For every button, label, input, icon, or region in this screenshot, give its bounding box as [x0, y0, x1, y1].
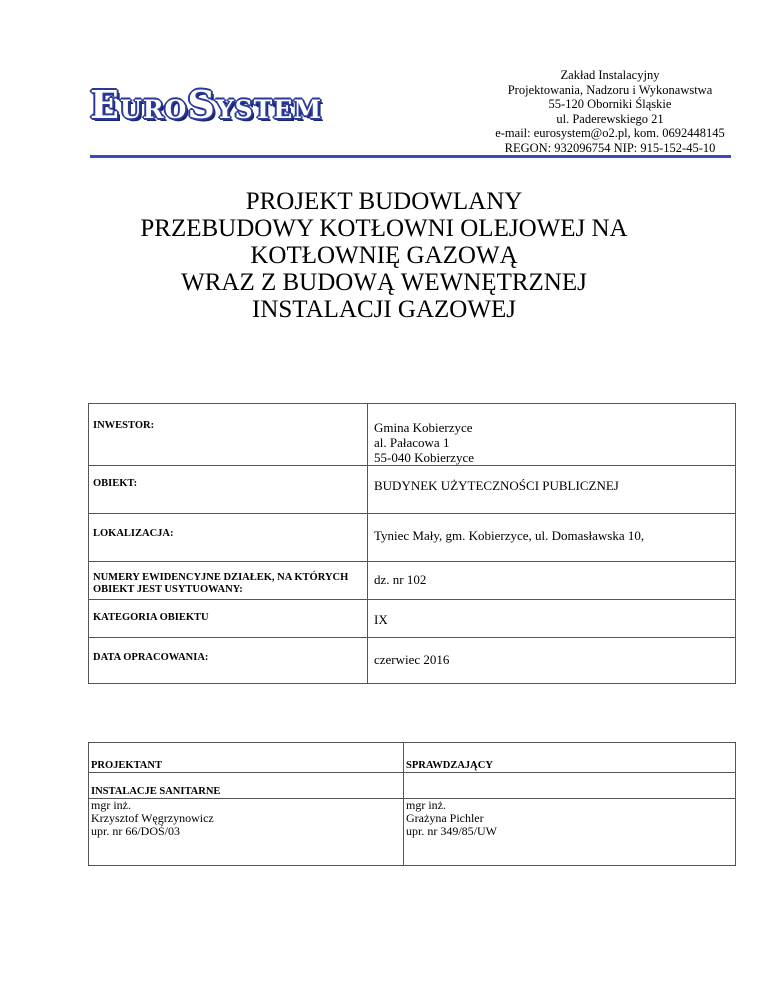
header-divider — [90, 155, 731, 158]
table-row — [89, 600, 736, 638]
checker-line: upr. nr 349/85/UW — [406, 824, 497, 838]
location-line: Tyniec Mały, gm. Kobierzyce, ul. Domasławska 10, — [374, 528, 645, 543]
location-label: LOKALIZACJA: — [89, 514, 368, 562]
parcel-line: dz. nr 102 — [374, 572, 427, 587]
table-row — [89, 514, 736, 562]
checker-details — [404, 799, 736, 866]
company-line: 55-120 Oborniki Śląskie — [548, 97, 672, 111]
date-value — [368, 638, 736, 684]
table-row — [89, 404, 736, 466]
object-label: OBIEKT: — [89, 466, 368, 514]
title-line: WRAZ Z BUDOWĄ WEWNĘTRZNEJ — [181, 269, 587, 296]
company-address — [475, 68, 745, 155]
location-value — [368, 514, 736, 562]
company-line: REGON: 932096754 NIP: 915-152-45-10 — [504, 140, 716, 155]
investor-line: Gmina Kobierzyce — [374, 420, 473, 435]
designer-line: mgr inż. — [91, 798, 131, 812]
title-line: INSTALACJI GAZOWEJ — [252, 296, 516, 323]
date-line: czerwiec 2016 — [374, 652, 450, 667]
designer-details — [89, 799, 404, 866]
table-row — [89, 799, 736, 866]
object-value — [368, 466, 736, 514]
parcel-value — [368, 562, 736, 600]
company-line: Zakład Instalacyjny — [560, 68, 660, 82]
discipline-label: INSTALACJE SANITARNE — [89, 773, 404, 799]
document-title — [60, 188, 708, 323]
table-row — [89, 773, 736, 799]
project-info-table — [88, 403, 736, 684]
table-row — [89, 562, 736, 600]
company-line: ul. Paderewskiego 21 — [556, 111, 664, 126]
title-line: KOTŁOWNIĘ GAZOWĄ — [250, 242, 518, 269]
category-label: KATEGORIA OBIEKTU — [89, 600, 368, 638]
table-row — [89, 743, 736, 773]
table-row — [89, 466, 736, 514]
checker-line: mgr inż. — [406, 798, 446, 812]
eurosystem-logo — [90, 82, 322, 127]
parcel-label: NUMERY EWIDENCYJNE DZIAŁEK, NA KTÓRYCH OBIEKT JEST USYTUOWANY: — [89, 562, 368, 600]
discipline-empty — [404, 773, 736, 799]
logo-text-uro: URO — [119, 95, 188, 124]
category-value — [368, 600, 736, 638]
date-label: DATA OPRACOWANIA: — [89, 638, 368, 684]
logo-letter-e: E — [90, 82, 120, 127]
category-line: IX — [374, 612, 388, 627]
company-line: Projektowania, Nadzoru i Wykonawstwa — [507, 82, 713, 97]
title-line: PROJEKT BUDOWLANY — [245, 188, 523, 215]
logo-letter-s: S — [187, 82, 216, 127]
logo-text-ystem: YSTEM — [215, 95, 323, 124]
object-line: BUDYNEK UŻYTECZNOŚCI PUBLICZNEJ — [374, 478, 619, 493]
investor-line: 55-040 Kobierzyce — [374, 450, 474, 465]
designer-line: Krzysztof Węgrzynowicz — [91, 811, 214, 825]
investor-line: al. Pałacowa 1 — [374, 435, 450, 450]
designer-header: PROJEKTANT — [89, 743, 404, 773]
checker-header: SPRAWDZAJĄCY — [404, 743, 736, 773]
title-line: PRZEBUDOWY KOTŁOWNI OLEJOWEJ NA — [140, 215, 628, 242]
checker-line: Grażyna Pichler — [406, 811, 484, 825]
investor-value — [368, 404, 736, 466]
investor-label: INWESTOR: — [89, 404, 368, 466]
designer-line: upr. nr 66/DOŚ/03 — [91, 824, 181, 838]
table-row — [89, 638, 736, 684]
company-line: e-mail: eurosystem@o2.pl, kom. 0692448145 — [495, 126, 725, 140]
signatures-table — [88, 742, 736, 866]
